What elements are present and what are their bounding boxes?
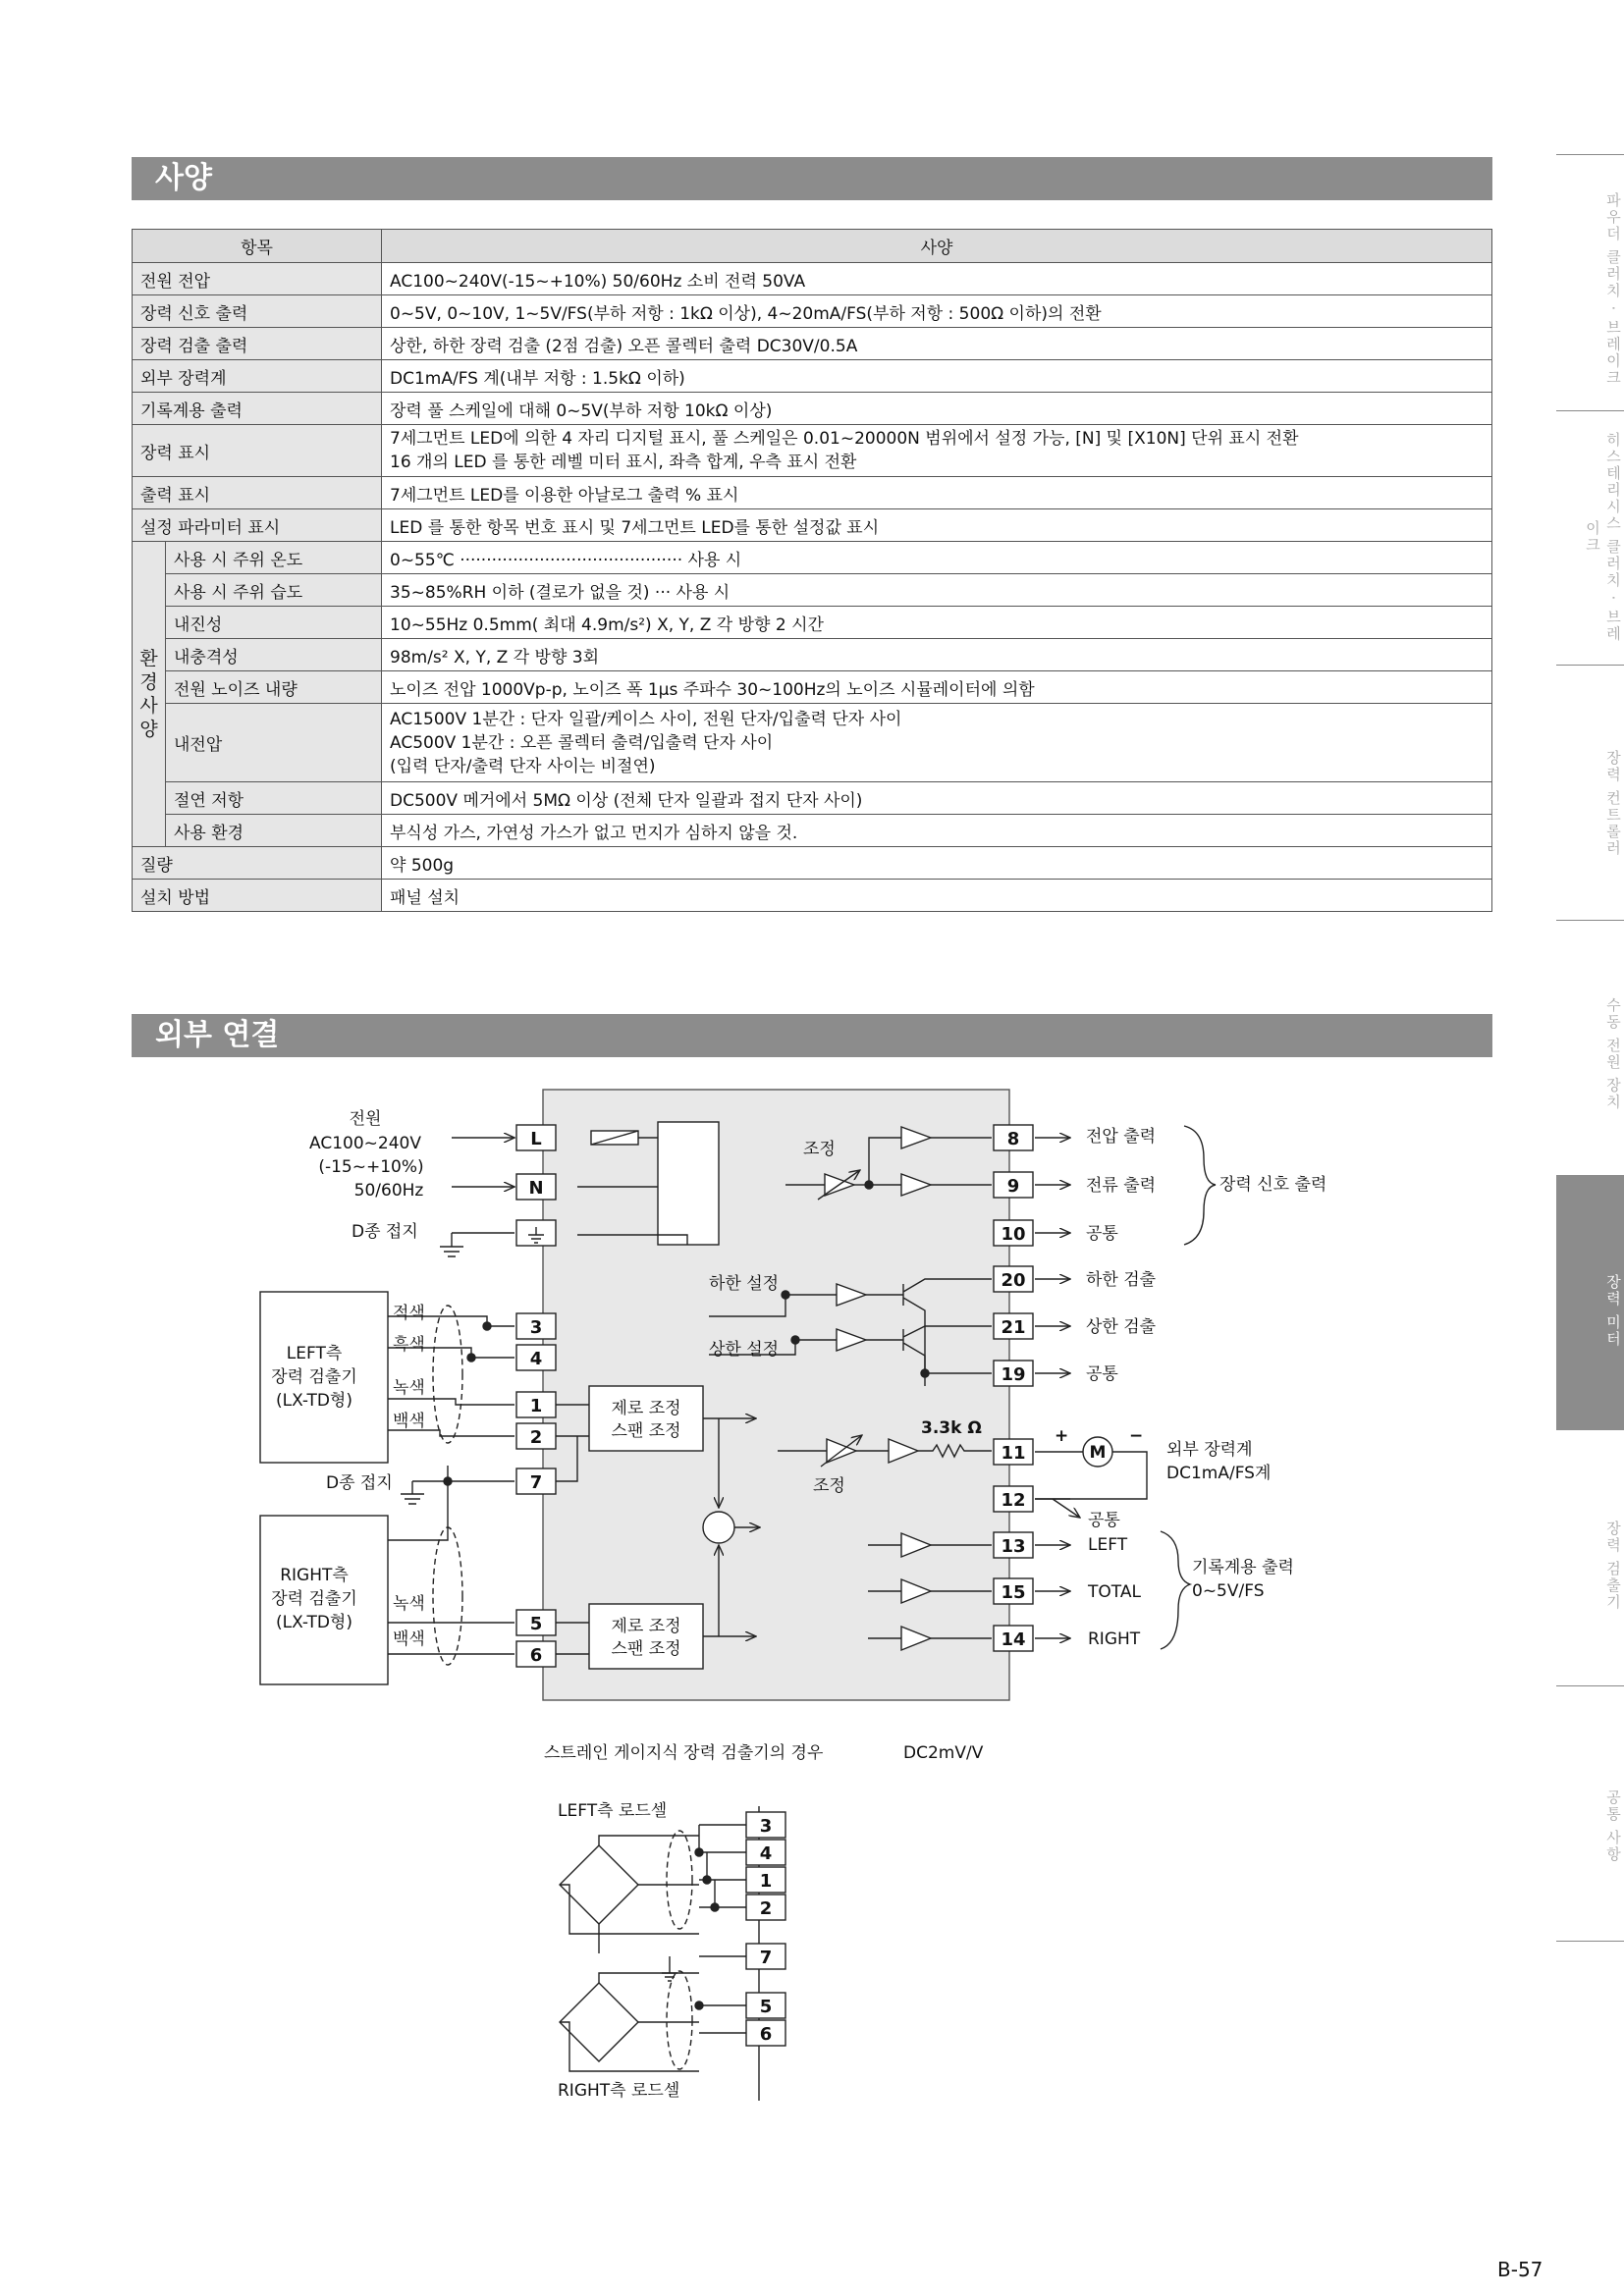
- terminal-label: 14: [1001, 1629, 1026, 1650]
- sg-terminal-label: 6: [759, 2024, 773, 2045]
- row-value: 10~55Hz 0.5mm( 최대 4.9m/s²) X, Y, Z 각 방향 2 시간: [382, 607, 1492, 639]
- terminal-label: 3: [529, 1317, 543, 1338]
- side-tab-tension-detector[interactable]: 장력 검출기: [1604, 1521, 1622, 1611]
- value-line: AC500V 1분간 : 오픈 콜렉터 출력/입출력 단자 사이: [390, 732, 774, 753]
- total-output-label: TOTAL: [1088, 1582, 1141, 1602]
- adjust-label: 조정: [803, 1140, 836, 1159]
- row-label: 사용 환경: [166, 815, 382, 847]
- terminal-label: 7: [529, 1472, 543, 1493]
- sg-terminal-label: 2: [759, 1898, 773, 1919]
- row-value: 7세그먼트 LED를 이용한 아날로그 출력 % 표시: [382, 477, 1492, 509]
- tension-signal-output-label: 장력 신호 출력: [1219, 1175, 1327, 1195]
- row-label: 장력 표시: [133, 425, 382, 477]
- row-label: 절연 저항: [166, 782, 382, 815]
- terminal-label: 12: [1001, 1490, 1026, 1511]
- header-spec: 사양: [382, 230, 1492, 263]
- row-value: LED 를 통한 항목 번호 표시 및 7세그먼트 LED를 통한 설정값 표시: [382, 509, 1492, 542]
- adjust-label-2: 조정: [813, 1476, 845, 1496]
- terminal-label: 5: [529, 1614, 543, 1634]
- current-output-label: 전류 출력: [1086, 1176, 1157, 1196]
- bridge-left: [560, 1845, 638, 1924]
- page-number: B-57: [1497, 2258, 1543, 2281]
- row-value: 장력 풀 스케일에 대해 0~5V(부하 저항 10kΩ 이상): [382, 393, 1492, 425]
- value-line: AC1500V 1분간 : 단자 일괄/케이스 사이, 전원 단자/입출력 단자 사이: [390, 709, 902, 729]
- side-divider: [1556, 410, 1624, 411]
- right-sensor-line: 장력 검출기: [271, 1589, 357, 1609]
- env-group-char: 경: [139, 671, 158, 693]
- row-value: 35~85%RH 이하 (결로가 없을 것) ··· 사용 시: [382, 574, 1492, 607]
- row-value: 부식성 가스, 가연성 가스가 없고 먼지가 심하지 않을 것.: [382, 815, 1492, 847]
- common-label-3: 공통: [1088, 1511, 1120, 1530]
- terminal-label: 21: [1001, 1317, 1026, 1338]
- side-tab-hysteresis-clutch[interactable]: 히스테리시스 클러치 · 브레이크: [1584, 431, 1622, 643]
- left-sensor-line: 장력 검출기: [271, 1367, 357, 1387]
- voltage-output-label: 전압 출력: [1086, 1127, 1157, 1147]
- shield-right: [433, 1527, 462, 1665]
- zero-span-block-left: [589, 1386, 703, 1451]
- ground-label-2: D종 접지: [326, 1473, 393, 1493]
- lower-set-label: 하한 설정: [709, 1274, 780, 1294]
- row-label: 전원 노이즈 내량: [166, 671, 382, 704]
- sg-terminal-label: 7: [759, 1948, 773, 1968]
- env-group-char: 사: [139, 695, 158, 717]
- terminal-label: 11: [1001, 1443, 1026, 1464]
- ext-meter-line: DC1mA/FS계: [1166, 1464, 1272, 1483]
- terminal-label: 1: [529, 1396, 543, 1416]
- left-sensor-line: (LX-TD형): [275, 1391, 353, 1411]
- zero-adjust-label: 제로 조정: [611, 1617, 681, 1636]
- strain-gauge-title: 스트레인 게이지식 장력 검출기의 경우: [544, 1743, 824, 1763]
- terminal-label: N: [528, 1178, 544, 1199]
- span-adjust-label: 스팬 조정: [611, 1421, 681, 1441]
- side-tab-tension-controller[interactable]: 장력 컨트롤러: [1604, 749, 1622, 857]
- power-label-line: 전원: [349, 1109, 382, 1129]
- minus-sign: −: [1129, 1426, 1144, 1446]
- meter-symbol: M: [1089, 1443, 1107, 1463]
- summing-node: [703, 1512, 734, 1543]
- terminal-label: 4: [529, 1349, 543, 1369]
- wire-color: 백색: [393, 1412, 425, 1431]
- row-label: 설치 방법: [133, 880, 382, 912]
- strain-gauge-spec: DC2mV/V: [903, 1743, 984, 1763]
- side-tab-common[interactable]: 공통 사항: [1604, 1789, 1622, 1863]
- header-item: 항목: [133, 230, 382, 263]
- common-label: 공통: [1086, 1224, 1118, 1244]
- row-value: 상한, 하한 장력 검출 (2점 검출) 오픈 콜렉터 출력 DC30V/0.5A: [382, 328, 1492, 360]
- recorder-line: 0~5V/FS: [1192, 1581, 1265, 1601]
- side-tab-tension-meter[interactable]: 장력 미터: [1604, 1273, 1622, 1348]
- env-group-char: 환: [139, 648, 158, 669]
- row-value: DC1mA/FS 계(내부 저항 : 1.5kΩ 이하): [382, 360, 1492, 393]
- row-label: 사용 시 주위 습도: [166, 574, 382, 607]
- plus-sign: +: [1055, 1426, 1069, 1446]
- terminal-label: 10: [1001, 1224, 1026, 1245]
- terminal-label: 6: [529, 1645, 543, 1666]
- recorder-line: 기록계용 출력: [1192, 1558, 1294, 1577]
- wire-color: 적색: [393, 1304, 425, 1323]
- terminal-label: 2: [529, 1427, 543, 1448]
- row-value: DC500V 메거에서 5MΩ 이상 (전체 단자 일괄과 접지 단자 사이): [382, 782, 1492, 815]
- row-label: 내전압: [166, 704, 382, 782]
- row-label: 장력 검출 출력: [133, 328, 382, 360]
- terminal-label: 20: [1001, 1270, 1026, 1291]
- row-value: 노이즈 전압 1000Vp-p, 노이즈 폭 1μs 주파수 30~100Hz의 노이즈 시뮬레이터에 의함: [382, 671, 1492, 704]
- row-label: 기록계용 출력: [133, 393, 382, 425]
- left-load-cell-label: LEFT측 로드셀: [558, 1801, 668, 1821]
- row-value: 패널 설치: [382, 880, 1492, 912]
- row-label: 질량: [133, 847, 382, 880]
- row-value: 약 500g: [382, 847, 1492, 880]
- terminal-label: 15: [1001, 1582, 1026, 1603]
- bridge-right: [560, 1983, 638, 2061]
- row-label: 장력 신호 출력: [133, 295, 382, 328]
- value-line: 16 개의 LED 를 통한 레벨 미터 표시, 좌측 합계, 우측 표시 전환: [390, 453, 857, 472]
- spec-section-title: 사양: [132, 157, 1492, 200]
- right-load-cell-label: RIGHT측 로드셀: [558, 2081, 680, 2101]
- wire-color: 흑색: [393, 1335, 425, 1355]
- row-label: 내진성: [166, 607, 382, 639]
- value-line: 7세그먼트 LED에 의한 4 자리 디지털 표시, 풀 스케일은 0.01~20000N 범위에서 설정 가능, [N] 및 [X10N] 단위 표시 전환: [390, 429, 1299, 449]
- row-value: AC100~240V(-15~+10%) 50/60Hz 소비 전력 50VA: [382, 263, 1492, 295]
- shield-left: [433, 1306, 462, 1443]
- zero-span-block-right: [589, 1604, 703, 1669]
- zero-adjust-label: 제로 조정: [611, 1399, 681, 1418]
- wire-color: 녹색: [393, 1378, 425, 1398]
- side-divider: [1556, 1941, 1624, 1942]
- sg-terminal-label: 3: [759, 1816, 773, 1837]
- row-value: 98m/s² X, Y, Z 각 방향 3회: [382, 639, 1492, 671]
- power-label-line: (-15~+10%): [318, 1157, 424, 1177]
- env-group-char: 양: [139, 719, 158, 740]
- row-label: 내충격성: [166, 639, 382, 671]
- power-label-line: AC100~240V: [309, 1134, 421, 1153]
- side-tab-powder-clutch[interactable]: 파우더 클러치 · 브레이크: [1604, 192, 1622, 387]
- ground-label: D종 접지: [352, 1222, 418, 1242]
- row-value: 0~55℃ ·········································· 사용 시: [382, 542, 1492, 574]
- left-sensor-line: LEFT측: [286, 1344, 343, 1363]
- left-output-label: LEFT: [1088, 1535, 1128, 1555]
- side-divider: [1556, 920, 1624, 921]
- terminal-label: L: [530, 1129, 542, 1149]
- wiring-section-title: 외부 연결: [132, 1014, 1492, 1057]
- row-label: 설정 파라미터 표시: [133, 509, 382, 542]
- ext-meter-line: 외부 장력계: [1166, 1440, 1253, 1460]
- sg-terminal-label: 4: [759, 1843, 773, 1864]
- row-value: 0~5V, 0~10V, 1~5V/FS(부하 저항 : 1kΩ 이상), 4~20mA/FS(부하 저항 : 500Ω 이하)의 전환: [382, 295, 1492, 328]
- row-label: 전원 전압: [133, 263, 382, 295]
- terminal-label: 8: [1006, 1129, 1020, 1149]
- wire-color: 백색: [393, 1629, 425, 1649]
- row-label: 외부 장력계: [133, 360, 382, 393]
- terminal-label: 19: [1001, 1364, 1026, 1385]
- side-tab-manual-power[interactable]: 수동 전원 장치: [1604, 997, 1622, 1111]
- sg-terminal-label: 5: [759, 1997, 773, 2017]
- row-label: 사용 시 주위 온도: [166, 542, 382, 574]
- side-divider: [1556, 665, 1624, 666]
- upper-set-label: 상한 설정: [709, 1340, 780, 1360]
- row-label: 출력 표시: [133, 477, 382, 509]
- side-divider: [1556, 1685, 1624, 1686]
- sg-terminal-label: 1: [759, 1871, 773, 1892]
- power-supply-block: [658, 1122, 719, 1245]
- right-sensor-line: (LX-TD형): [275, 1613, 353, 1632]
- terminal-label: 13: [1001, 1536, 1026, 1557]
- right-output-label: RIGHT: [1088, 1629, 1141, 1649]
- power-label-line: 50/60Hz: [353, 1181, 424, 1201]
- value-line: (입력 단자/출력 단자 사이는 비절연): [390, 756, 656, 776]
- resistor-label: 3.3k Ω: [921, 1418, 982, 1438]
- upper-detect-label: 상한 검출: [1086, 1317, 1157, 1337]
- lower-detect-label: 하한 검출: [1086, 1270, 1157, 1290]
- terminal-label: 9: [1006, 1176, 1020, 1197]
- span-adjust-label: 스팬 조정: [611, 1639, 681, 1659]
- common-label-2: 공통: [1086, 1364, 1118, 1384]
- side-divider: [1556, 154, 1624, 155]
- right-sensor-line: RIGHT측: [280, 1566, 349, 1585]
- wire-color: 녹색: [393, 1594, 425, 1614]
